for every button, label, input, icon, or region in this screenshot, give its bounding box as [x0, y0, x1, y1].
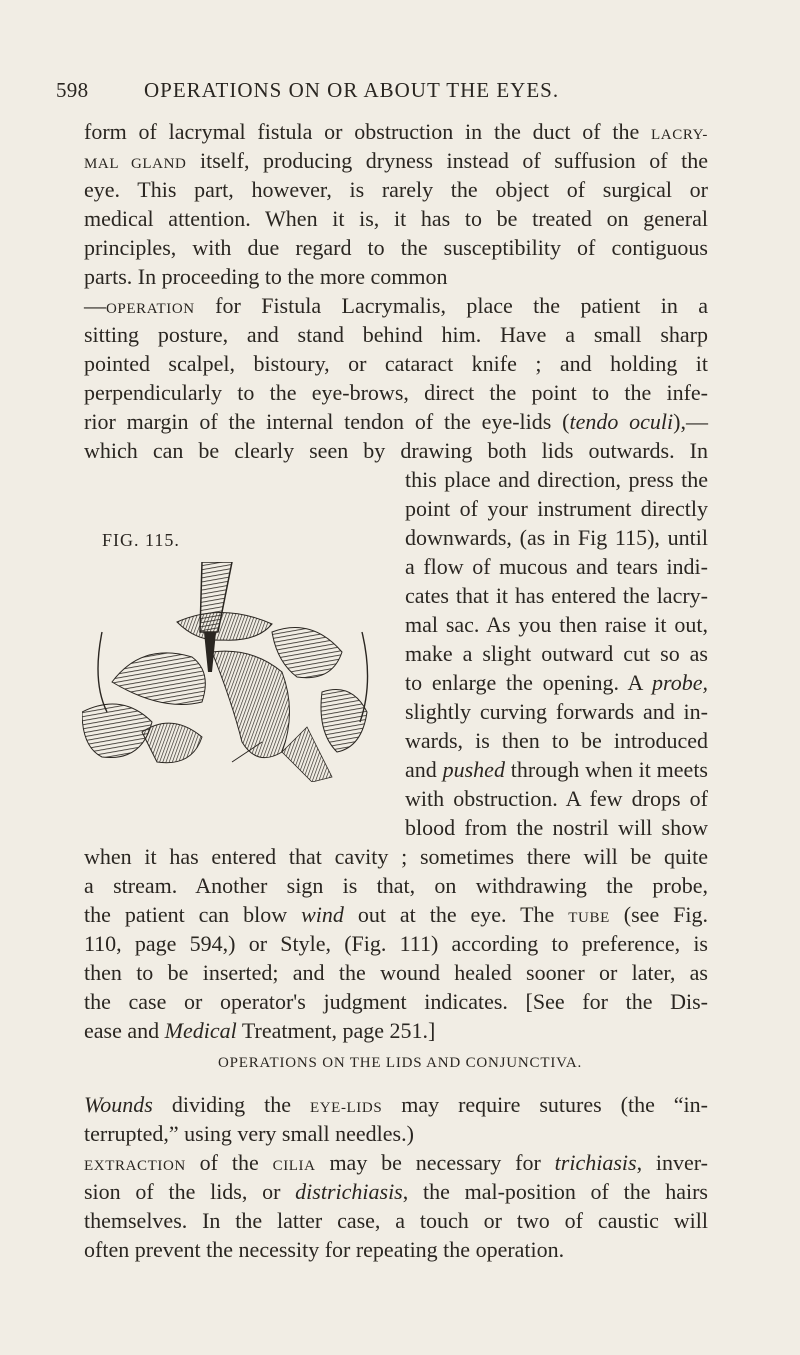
- text-line: and pushed through when it meets: [405, 757, 708, 782]
- figure-label: FIG. 115.: [102, 530, 180, 550]
- text-line: wards, is then to be introduced: [405, 728, 708, 753]
- text-line: cates that it has entered the lacry-: [405, 583, 708, 608]
- text-line: parts. In proceeding to the more common: [84, 264, 448, 289]
- text-line: principles, with due regard to the susceptibility of contiguous: [84, 235, 708, 260]
- text-line: pointed scalpel, bistoury, or cataract knife ; and holding it: [84, 351, 708, 376]
- text-line: with obstruction. A few drops of: [405, 786, 708, 811]
- text-line: sitting posture, and stand behind him. Have a small sharp: [84, 322, 708, 347]
- text-line: then to be inserted; and the wound healed sooner or later, as: [84, 960, 708, 985]
- text-line: sion of the lids, or districhiasis, the mal-position of the hairs: [84, 1179, 708, 1204]
- text-line: point of your instrument directly: [405, 496, 708, 521]
- text-line: the patient can blow wind out at the eye. The TUBE (see Fig.: [84, 902, 709, 927]
- text-line: a stream. Another sign is that, on withdrawing the probe,: [84, 873, 708, 898]
- text-line: when it has entered that cavity ; sometimes there will be quite: [84, 844, 708, 869]
- running-header: [56, 78, 756, 108]
- text-line: form of lacrymal fistula or obstruction in the duct of the LACRY-: [84, 119, 708, 144]
- text-line: medical attention. When it is, it has to be treated on general: [84, 206, 708, 231]
- text-line: blood from the nostril will show: [405, 815, 708, 840]
- text-line: often prevent the necessity for repeating the operation.: [84, 1237, 565, 1262]
- text-line: make a slight outward cut so as: [405, 641, 708, 666]
- text-line: themselves. In the latter case, a touch or two of caustic will: [84, 1208, 708, 1233]
- text-line: Wounds dividing the EYE-LIDS may require sutures (the “in-: [84, 1092, 708, 1117]
- text-line: a flow of mucous and tears indi-: [405, 554, 708, 579]
- text-line: perpendicularly to the eye-brows, direct the point to the infe-: [84, 380, 708, 405]
- running-title: OPERATIONS ON OR ABOUT THE EYES.: [144, 78, 560, 102]
- text-line: terrupted,” using very small needles.): [84, 1121, 414, 1146]
- text-line: slightly curving forwards and in-: [405, 699, 708, 724]
- text-line: this place and direction, press the: [405, 467, 708, 492]
- text-line: rior margin of the internal tendon of the eye-lids (tendo oculi),—: [84, 409, 708, 434]
- text-line: eye. This part, however, is rarely the object of surgical or: [84, 177, 708, 202]
- text-line: —OPERATION for Fistula Lacrymalis, place the patient in a: [84, 293, 708, 318]
- text-line: downwards, (as in Fig 115), until: [405, 525, 708, 550]
- text-line: ease and Medical Treatment, page 251.]: [84, 1018, 436, 1043]
- text-line: which can be clearly seen by drawing both lids outwards. In: [84, 438, 708, 463]
- text-line: 110, page 594,) or Style, (Fig. 111) according to preference, is: [84, 931, 708, 956]
- page-number: 598: [56, 78, 89, 102]
- section-heading: OPERATIONS ON THE LIDS AND CONJUNCTIVA.: [218, 1055, 582, 1071]
- text-line: EXTRACTION of the CILIA may be necessary for trichiasis, inver-: [84, 1150, 709, 1175]
- text-line: MAL GLAND itself, producing dryness instead of suffusion of the: [84, 148, 709, 173]
- text-line: mal sac. As you then raise it out,: [405, 612, 708, 637]
- text-line: to enlarge the opening. A probe,: [405, 670, 708, 695]
- figure-115-illustration: [82, 562, 382, 782]
- text-line: the case or operator's judgment indicates. [See for the Dis-: [84, 989, 708, 1014]
